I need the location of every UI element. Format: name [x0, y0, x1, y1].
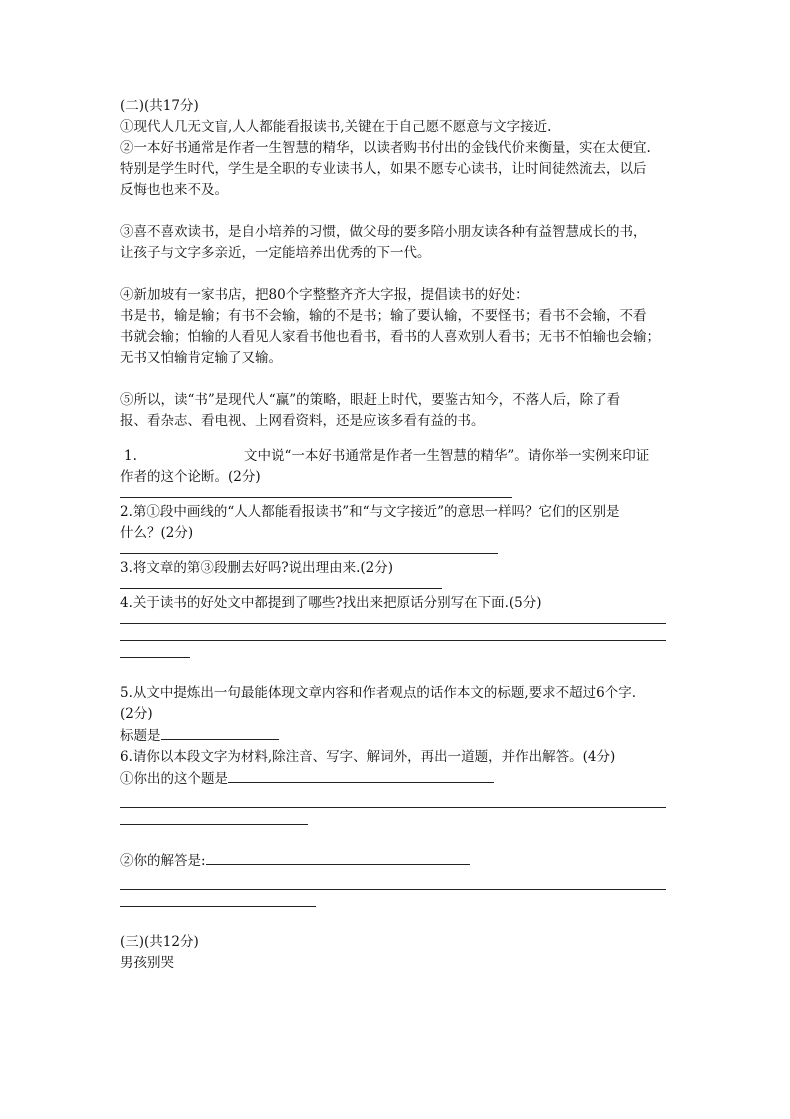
answer-line-3[interactable] — [120, 588, 442, 589]
paragraph-2-line-1: ②一本好书通常是作者一生智慧的精华，以读者购书付出的金钱代价来衡量，实在太便宜. — [120, 140, 651, 156]
question-2-line-2: 什么？(2分) — [120, 525, 194, 541]
title-blank[interactable] — [161, 725, 279, 740]
answer-line-6a-2[interactable] — [120, 824, 308, 825]
answer-line-2[interactable] — [120, 553, 498, 554]
question-6b-label: ②你的解答是: — [120, 853, 206, 869]
answer-line-6a-1[interactable] — [120, 807, 666, 808]
question-3: 3.将文章的第③段删去好吗?说出理由来.(2分) — [120, 560, 394, 576]
question-4: 4.关于读书的好处文中都提到了哪些?找出来把原话分别写在下面.(5分) — [120, 595, 542, 611]
question-5-line-1: 5.从文中提炼出一句最能体现文章内容和作者观点的话作本文的标题,要求不超过6个字. — [120, 685, 637, 701]
section3-header: (三)(共12分) — [120, 934, 199, 950]
title-label: 标题是 — [120, 728, 161, 744]
question-5-line-2: (2分) — [120, 706, 153, 722]
answer-line-4c[interactable] — [120, 657, 190, 658]
question-2-line-1: 2.第①段中画线的“人人都能看报读书”和“与文字接近”的意思一样吗？它们的区别是 — [120, 504, 620, 520]
question-6b-blank[interactable] — [206, 850, 470, 865]
question-1-text-2: 作者的这个论断。(2分) — [120, 469, 261, 485]
question-6: 6.请你以本段文字为材料,除注音、写字、解词外，再出一道题，并作出解答。(4分) — [120, 749, 616, 765]
paragraph-4-line-2: 书是书，输是输；有书不会输，输的不是书；输了要认输，不要怪书；看书不会输，不看 — [120, 308, 647, 324]
answer-line-4a[interactable] — [120, 623, 666, 624]
question-1-number: 1. — [124, 448, 137, 464]
paragraph-4-line-1: ④新加坡有一家书店，把80个字整整齐齐大字报，提倡读书的好处： — [120, 287, 529, 303]
paragraph-5-line-2: 报、看杂志、看电视、上网看资料，还是应该多看有益的书。 — [120, 413, 485, 429]
section2-header: (二)(共17分) — [120, 98, 199, 114]
question-1 — [120, 446, 668, 467]
answer-line-4b[interactable] — [120, 640, 666, 641]
paragraph-4-line-3: 书就会输；怕输的人看见人家看书他也看书，看书的人喜欢别人看书；无书不怕输也会输； — [120, 329, 660, 345]
paragraph-4-line-4: 无书又怕输肯定输了又输。 — [120, 350, 282, 366]
paragraph-5-line-1: ⑤所以，读“书”是现代人“赢”的策略，眼赶上时代，要鉴古知今，不落人后，除了看 — [120, 392, 621, 408]
question-6a-blank[interactable] — [228, 768, 494, 783]
answer-line-6b-2[interactable] — [120, 906, 316, 907]
document-page — [120, 96, 668, 974]
paragraph-3-line-2: 让孩子与文字多亲近，一定能培养出优秀的下一代。 — [120, 245, 431, 261]
paragraph-1: ①现代人几无文盲,人人都能看报读书,关键在于自己愿不愿意与文字接近. — [120, 119, 552, 135]
section3-title: 男孩别哭 — [120, 955, 174, 971]
paragraph-2-line-3: 反悔也也来不及。 — [120, 182, 228, 198]
paragraph-3-line-1: ③喜不喜欢读书，是自小培养的习惯，做父母的要多陪小朋友读各种有益智慧成长的书， — [120, 224, 647, 240]
question-1-text: 文中说“一本好书通常是作者一生智慧的精华”。请你举一实例来印证 — [244, 448, 650, 464]
answer-line-1[interactable] — [120, 497, 512, 498]
paragraph-2-line-2: 特别是学生时代，学生是全职的专业读书人，如果不愿专心读书，让时间徒然流去，以后 — [120, 161, 647, 177]
question-5-title-row — [120, 725, 668, 747]
question-6b-row — [120, 850, 668, 872]
question-6a-row — [120, 768, 668, 790]
question-6a-label: ①你出的这个题是 — [120, 771, 228, 787]
answer-line-6b-1[interactable] — [120, 889, 666, 890]
